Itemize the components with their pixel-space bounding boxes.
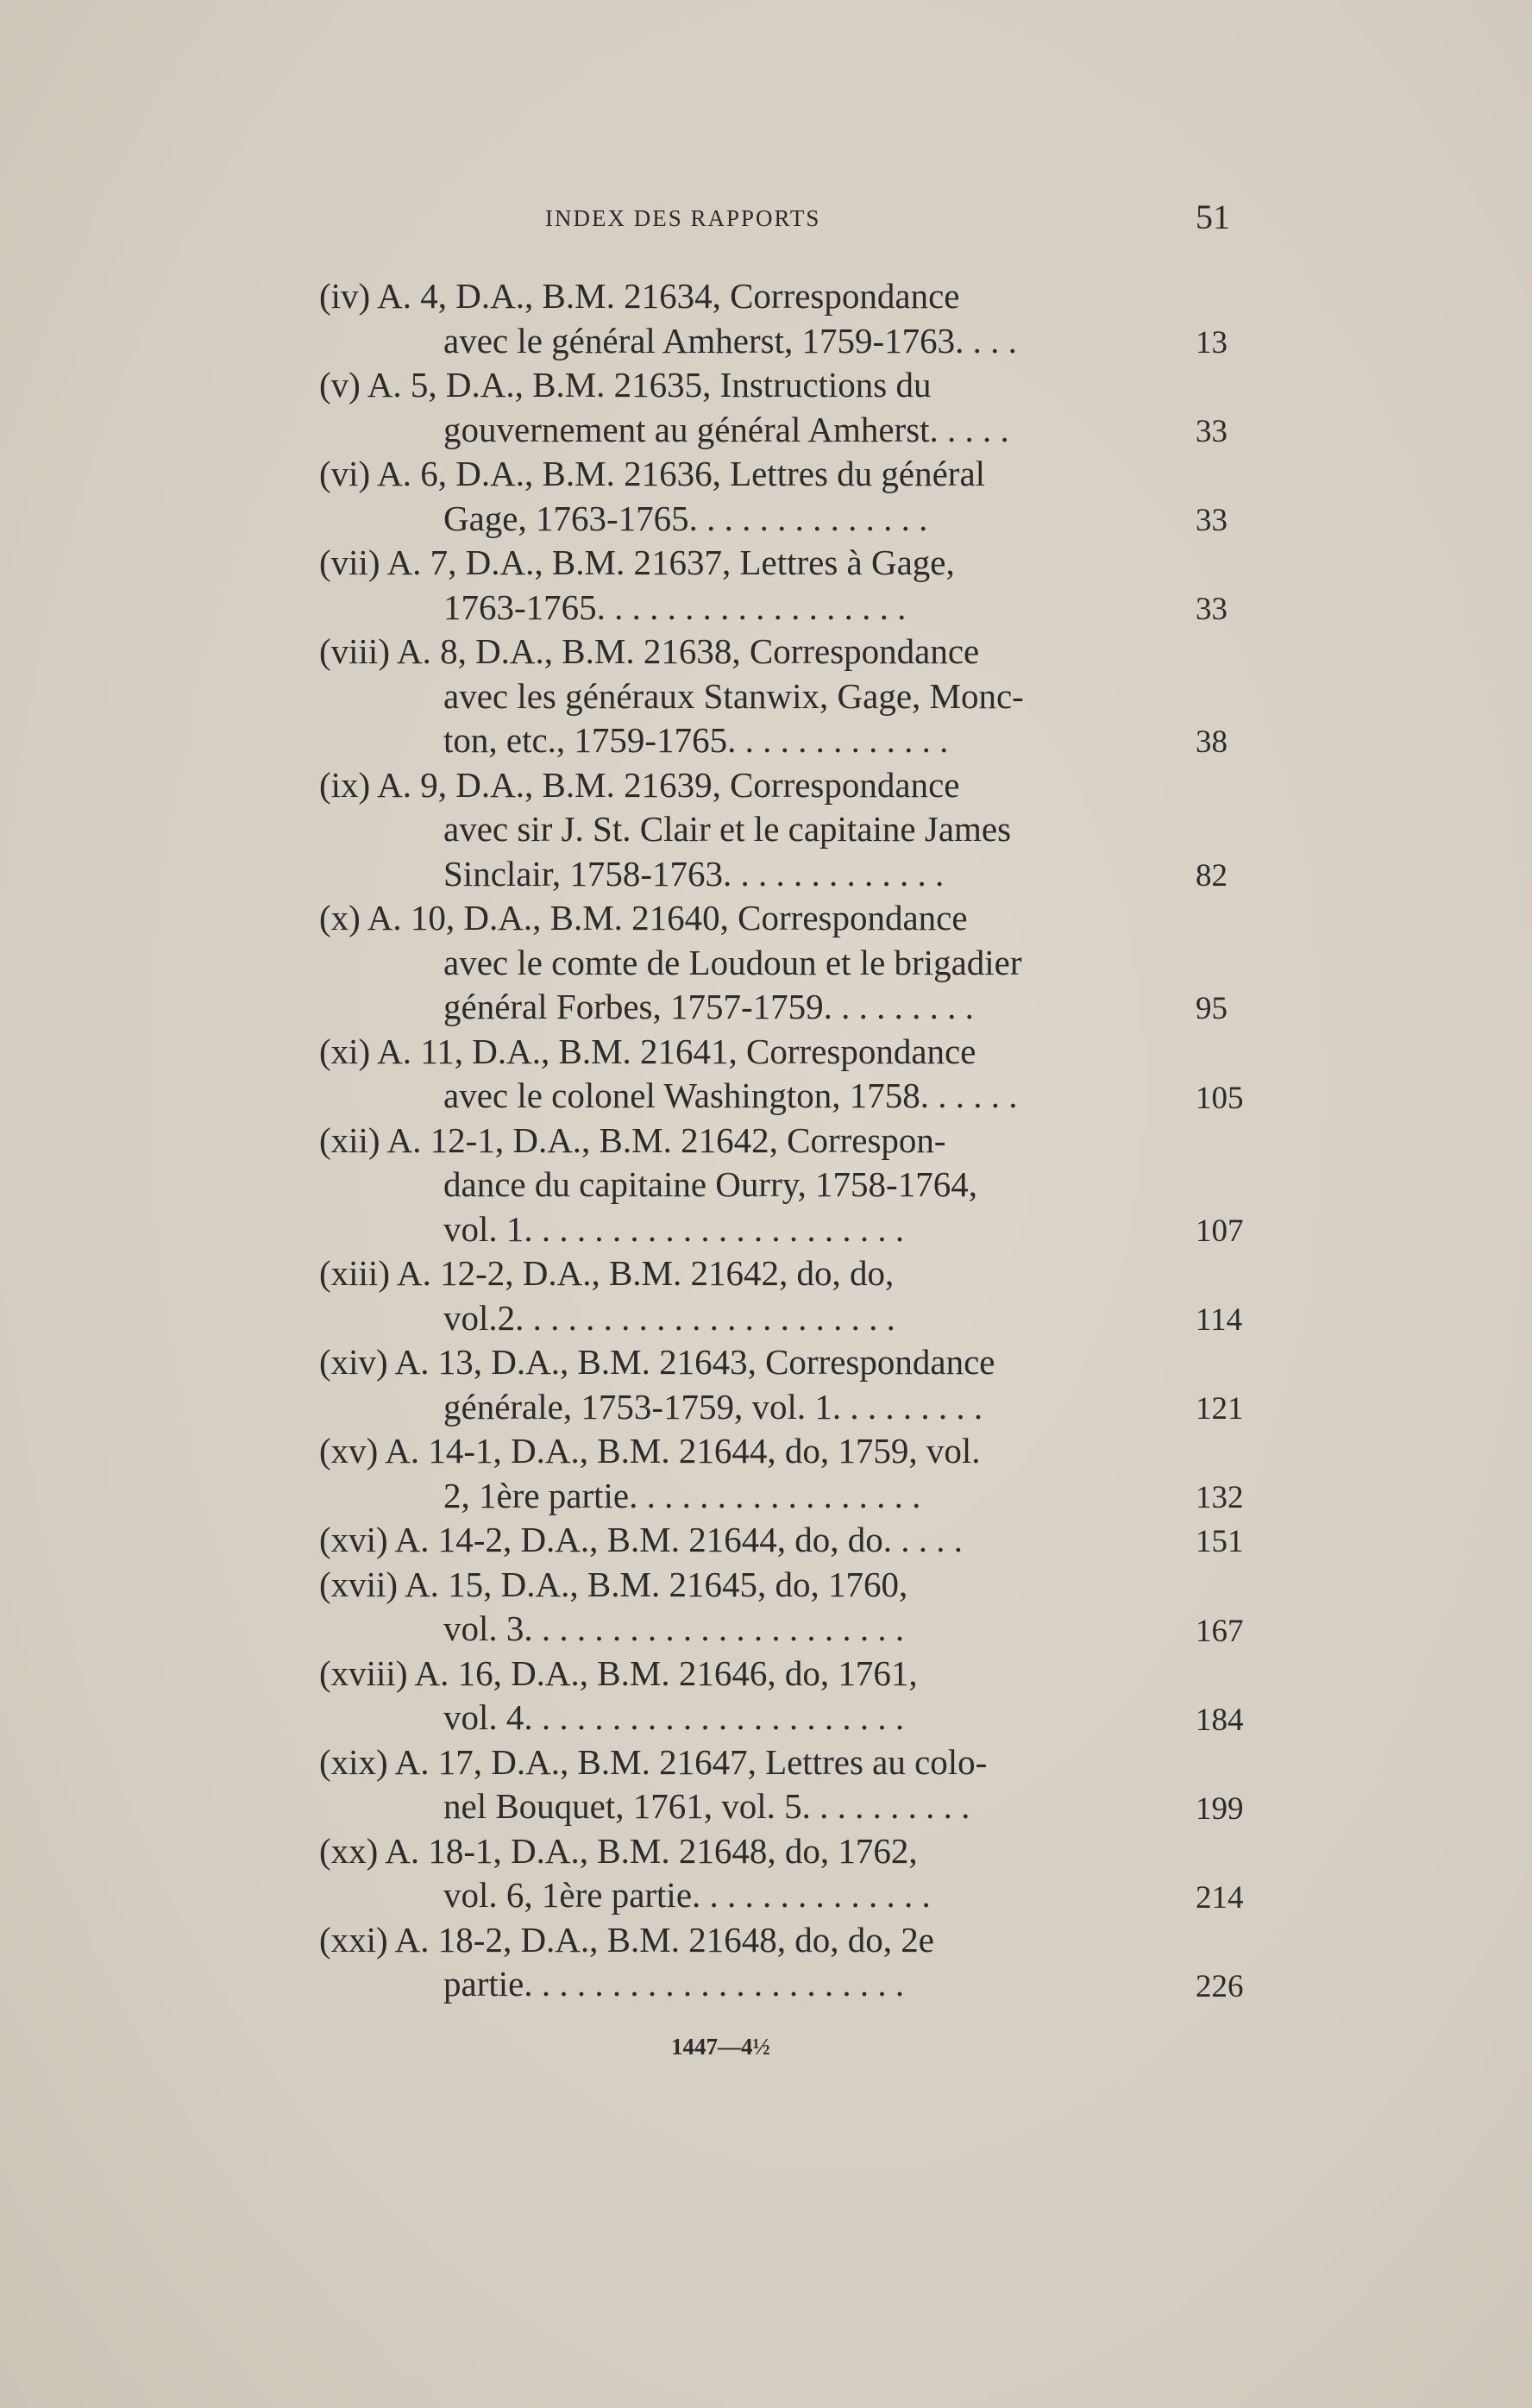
index-entry bbox=[319, 630, 1285, 763]
entry-heading-line: (xv) A. 14-1, D.A., B.M. 21644, do, 1759, vol. bbox=[319, 1431, 981, 1471]
entry-continuation-line: dance du capitaine Ourry, 1758-1764, bbox=[443, 1164, 977, 1204]
entry-heading-line: (xiv) A. 13, D.A., B.M. 21643, Correspondance bbox=[319, 1342, 995, 1382]
entry-continuation-line: avec le comte de Loudoun et le brigadier bbox=[443, 942, 1022, 982]
entry-page-number: 226 bbox=[1196, 1968, 1244, 2004]
entry-page-number: 199 bbox=[1196, 1790, 1244, 1827]
entry-heading-line: (xviii) A. 16, D.A., B.M. 21646, do, 1761, bbox=[319, 1652, 918, 1693]
entry-continuation-line: gouvernement au général Amherst. . . . . bbox=[443, 409, 1009, 449]
entry-continuation-line: générale, 1753-1759, vol. 1. . . . . . . . . bbox=[443, 1386, 983, 1427]
index-entry bbox=[319, 896, 1285, 1030]
index-entry bbox=[319, 1030, 1285, 1119]
entry-continuation-line: vol. 3. . . . . . . . . . . . . . . . . . . . . . bbox=[443, 1608, 905, 1648]
entry-heading-line: (x) A. 10, D.A., B.M. 21640, Correspondance bbox=[319, 898, 968, 937]
entry-continuation-line: avec sir J. St. Clair et le capitaine James bbox=[443, 809, 1012, 849]
index-entry bbox=[319, 1518, 1285, 1563]
entry-heading-line: (vii) A. 7, D.A., B.M. 21637, Lettres à Gage, bbox=[319, 542, 955, 582]
entry-page-number: 33 bbox=[1196, 414, 1227, 449]
index-entry bbox=[319, 274, 1285, 363]
page-number: 51 bbox=[1196, 198, 1230, 236]
index-entry bbox=[319, 452, 1285, 541]
entry-page-number: 184 bbox=[1196, 1702, 1244, 1738]
index-entry bbox=[319, 1119, 1285, 1252]
index-entry bbox=[319, 1563, 1285, 1652]
entry-continuation-line: 2, 1ère partie. . . . . . . . . . . . . . . . . bbox=[443, 1475, 921, 1515]
index-entries bbox=[319, 274, 1285, 2007]
entry-continuation-line: nel Bouquet, 1761, vol. 5. . . . . . . . . . bbox=[443, 1786, 970, 1826]
entry-page-number: 214 bbox=[1196, 1879, 1244, 1916]
entry-page-number: 38 bbox=[1196, 724, 1227, 760]
entry-page-number: 13 bbox=[1196, 325, 1227, 361]
entry-continuation-line: général Forbes, 1757-1759. . . . . . . . . bbox=[443, 987, 974, 1026]
entry-page-number: 151 bbox=[1196, 1524, 1244, 1559]
index-entry bbox=[319, 1740, 1285, 1829]
entry-heading-line: (iv) A. 4, D.A., B.M. 21634, Correspondance bbox=[319, 276, 960, 316]
entry-continuation-line: Sinclair, 1758-1763. . . . . . . . . . . . . bbox=[443, 853, 945, 894]
index-entry bbox=[319, 363, 1285, 452]
index-entry bbox=[319, 1429, 1285, 1518]
entry-heading-line: (xvii) A. 15, D.A., B.M. 21645, do, 1760, bbox=[319, 1564, 908, 1604]
entry-continuation-line: avec les généraux Stanwix, Gage, Monc- bbox=[443, 675, 1024, 716]
entry-heading-line: (vi) A. 6, D.A., B.M. 21636, Lettres du général bbox=[319, 454, 986, 493]
entry-continuation-line: avec le général Amherst, 1759-1763. . . . bbox=[443, 320, 1017, 361]
entry-page-number: 114 bbox=[1196, 1302, 1243, 1338]
index-entry bbox=[319, 541, 1285, 630]
entry-heading-line: (xvi) A. 14-2, D.A., B.M. 21644, do, do. . . . . bbox=[319, 1520, 963, 1559]
index-entry bbox=[319, 1251, 1285, 1340]
printer-signature: 1447—4½ bbox=[671, 2034, 770, 2060]
entry-continuation-line: vol. 4. . . . . . . . . . . . . . . . . . . . . . bbox=[443, 1697, 905, 1737]
index-entry bbox=[319, 1829, 1285, 1918]
running-header: INDEX DES RAPPORTS bbox=[545, 205, 821, 231]
entry-page-number: 132 bbox=[1196, 1480, 1244, 1515]
entry-continuation-line: vol. 1. . . . . . . . . . . . . . . . . . . . . . bbox=[443, 1208, 905, 1249]
entry-page-number: 105 bbox=[1196, 1080, 1244, 1116]
entry-page-number: 33 bbox=[1196, 503, 1227, 538]
entry-page-number: 167 bbox=[1196, 1613, 1244, 1649]
entry-continuation-line: ton, etc., 1759-1765. . . . . . . . . . . . . bbox=[443, 720, 949, 760]
entry-heading-line: (xxi) A. 18-2, D.A., B.M. 21648, do, do, 2e bbox=[319, 1919, 934, 1960]
entry-continuation-line: vol.2. . . . . . . . . . . . . . . . . . . . . . bbox=[443, 1297, 895, 1338]
entry-page-number: 121 bbox=[1196, 1391, 1244, 1427]
entry-continuation-line: vol. 6, 1ère partie. . . . . . . . . . . . . . bbox=[443, 1875, 931, 1915]
entry-page-number: 95 bbox=[1196, 991, 1227, 1026]
entry-heading-line: (xi) A. 11, D.A., B.M. 21641, Correspondance bbox=[319, 1031, 976, 1071]
entry-heading-line: (xiii) A. 12-2, D.A., B.M. 21642, do, do, bbox=[319, 1253, 895, 1293]
index-entry bbox=[319, 1918, 1285, 2007]
entry-page-number: 33 bbox=[1196, 592, 1227, 627]
index-entry bbox=[319, 1340, 1285, 1429]
entry-heading-line: (xx) A. 18-1, D.A., B.M. 21648, do, 1762, bbox=[319, 1830, 918, 1871]
entry-heading-line: (ix) A. 9, D.A., B.M. 21639, Correspondance bbox=[319, 764, 960, 805]
entry-continuation-line: Gage, 1763-1765. . . . . . . . . . . . . . bbox=[443, 498, 928, 538]
index-entry bbox=[319, 763, 1285, 897]
entry-page-number: 107 bbox=[1196, 1213, 1244, 1249]
entry-continuation-line: partie. . . . . . . . . . . . . . . . . . . . . . bbox=[443, 1964, 905, 2004]
entry-heading-line: (xix) A. 17, D.A., B.M. 21647, Lettres au colo- bbox=[319, 1741, 988, 1782]
entry-continuation-line: avec le colonel Washington, 1758. . . . . . bbox=[443, 1075, 1018, 1115]
entry-heading-line: (v) A. 5, D.A., B.M. 21635, Instructions du bbox=[319, 365, 932, 404]
entry-heading-line: (viii) A. 8, D.A., B.M. 21638, Correspondance bbox=[319, 631, 980, 671]
index-entry bbox=[319, 1652, 1285, 1740]
entry-heading-line: (xii) A. 12-1, D.A., B.M. 21642, Correspon- bbox=[319, 1119, 946, 1160]
entry-page-number: 82 bbox=[1196, 857, 1227, 894]
entry-continuation-line: 1763-1765. . . . . . . . . . . . . . . . . . bbox=[443, 586, 907, 627]
